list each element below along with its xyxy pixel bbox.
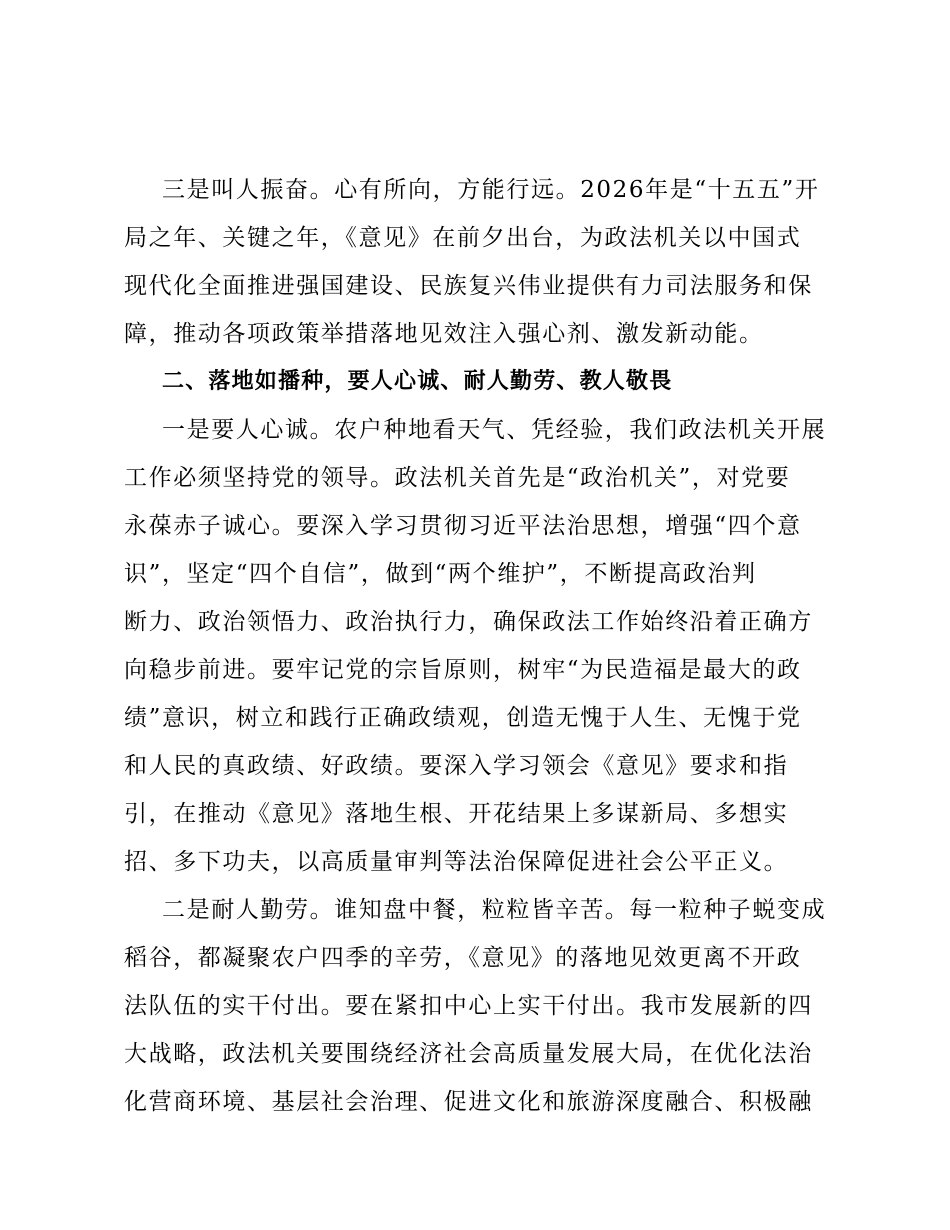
paragraph-line: 障，推动各项政策举措落地见效注入强心剂、激发新动能。	[124, 321, 764, 347]
paragraph-line: 工作必须坚持党的领导。政法机关首先是“政治机关”，对党要	[124, 465, 791, 491]
paragraph-line: 识”，坚定“四个自信”，做到“两个维护”，不断提高政治判	[124, 561, 757, 587]
paragraph-line: 局之年、关键之年，《意见》在前夕出台，为政法机关以中国式	[124, 225, 802, 251]
paragraph-line: 永葆赤子诚心。要深入学习贯彻习近平法治思想，增强“四个意	[124, 513, 802, 539]
paragraph-line: 招、多下功夫，以高质量审判等法治保障促进社会公平正义。	[124, 849, 789, 875]
paragraph-line: 一是要人心诚。农户种地看天气、凭经验，我们政法机关开展	[162, 417, 827, 443]
paragraph-line: 绩”意识，树立和践行正确政绩观，创造无愧于人生、无愧于党	[124, 705, 802, 731]
paragraph-line: 和人民的真政绩、好政绩。要深入学习领会《意见》要求和指	[124, 753, 789, 779]
paragraph-line: 三是叫人振奋。心有所向，方能行远。2026年是“十五五”开	[162, 177, 820, 203]
paragraph-line: 法队伍的实干付出。要在紧扣中心上实干付出。我市发展新的四	[124, 993, 813, 1019]
paragraph-line: 现代化全面推进强国建设、民族复兴伟业提供有力司法服务和保	[124, 273, 813, 299]
paragraph-line: 断力、政治领悟力、政治执行力，确保政法工作始终沿着正确方	[124, 609, 813, 635]
paragraph-line: 向稳步前进。要牢记党的宗旨原则，树牢“为民造福是最大的政	[124, 657, 802, 683]
paragraph-line: 稻谷，都凝聚农户四季的辛劳，《意见》的落地见效更离不开政	[124, 945, 802, 971]
paragraph-line: 引，在推动《意见》落地生根、开花结果上多谋新局、多想实	[124, 801, 789, 827]
paragraph-line: 大战略，政法机关要围绕经济社会高质量发展大局，在优化法治	[124, 1041, 813, 1067]
paragraph-line: 二是耐人勤劳。谁知盘中餐，粒粒皆辛苦。每一粒种子蜕变成	[162, 897, 827, 923]
document-page	[124, 166, 827, 1126]
section-heading: 二、落地如播种，要人心诚、耐人勤劳、教人敬畏	[162, 369, 673, 394]
paragraph-line: 化营商环境、基层社会治理、促进文化和旅游深度融合、积极融	[124, 1089, 813, 1115]
